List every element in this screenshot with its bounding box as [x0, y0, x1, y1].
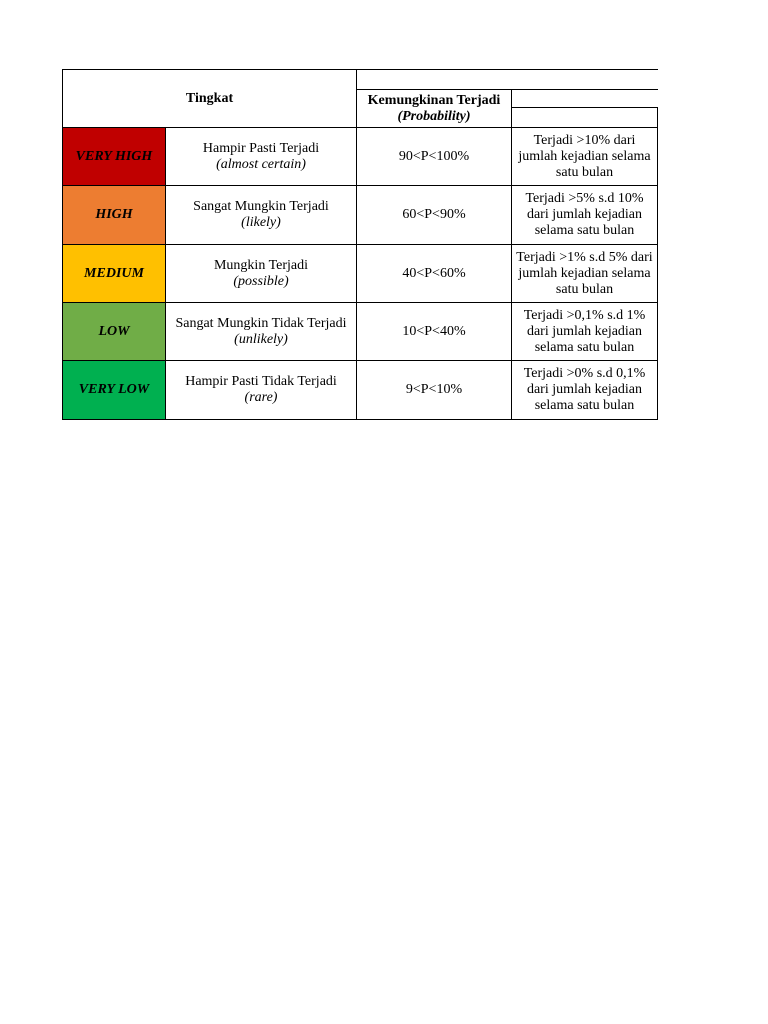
table-row — [63, 186, 658, 245]
description-cell — [166, 361, 357, 420]
frequency-cell: Terjadi >0% s.d 0,1% dari jumlah kejadian selama satu bulan — [512, 361, 658, 420]
frequency-cell: Terjadi >1% s.d 5% dari jumlah kejadian selama satu bulan — [512, 245, 658, 303]
header-tingkat: Tingkat — [63, 70, 357, 128]
description-id: Sangat Mungkin Terjadi — [193, 199, 329, 214]
header-kemungkinan-sub: (Probability) — [397, 108, 471, 124]
risk-probability-table — [62, 69, 658, 420]
description-id: Hampir Pasti Terjadi — [202, 140, 320, 156]
description-cell — [166, 245, 357, 303]
probability-cell: 10<P<40% — [357, 303, 512, 361]
header-kemungkinan-title: Kemungkinan Terjadi — [367, 92, 501, 108]
description-id: Hampir Pasti Tidak Terjadi — [185, 374, 337, 389]
table-row — [63, 245, 658, 303]
probability-cell: 40<P<60% — [357, 245, 512, 303]
description-id: Mungkin Terjadi — [213, 257, 309, 273]
probability-cell: 90<P<100% — [357, 128, 512, 186]
header-bottom-right-cell — [512, 108, 658, 128]
table-row — [63, 361, 658, 420]
header-mid-right-cell — [512, 90, 658, 108]
frequency-cell: Terjadi >5% s.d 10% dari jumlah kejadian selama satu bulan — [512, 186, 658, 245]
frequency-cell: Terjadi >0,1% s.d 1% dari jumlah kejadian selama satu bulan — [512, 303, 658, 361]
level-cell: VERY HIGH — [63, 128, 166, 186]
description-en: (rare) — [244, 390, 278, 405]
description-en: (likely) — [241, 215, 281, 230]
description-cell — [166, 303, 357, 361]
description-en: (unlikely) — [234, 331, 288, 347]
header-kemungkinan — [357, 90, 512, 128]
description-id: Sangat Mungkin Tidak Terjadi — [175, 315, 347, 331]
table-row — [63, 303, 658, 361]
level-cell: MEDIUM — [63, 245, 166, 303]
description-cell — [166, 128, 357, 186]
probability-cell: 9<P<10% — [357, 361, 512, 420]
frequency-cell: Terjadi >10% dari jumlah kejadian selama satu bulan — [512, 128, 658, 186]
description-en: (possible) — [233, 273, 289, 289]
level-cell: HIGH — [63, 186, 166, 245]
description-en: (almost certain) — [216, 156, 306, 172]
probability-cell: 60<P<90% — [357, 186, 512, 245]
description-cell — [166, 186, 357, 245]
table-row — [63, 128, 658, 186]
header-top-right-cell — [357, 70, 658, 90]
level-cell: LOW — [63, 303, 166, 361]
level-cell: VERY LOW — [63, 361, 166, 420]
